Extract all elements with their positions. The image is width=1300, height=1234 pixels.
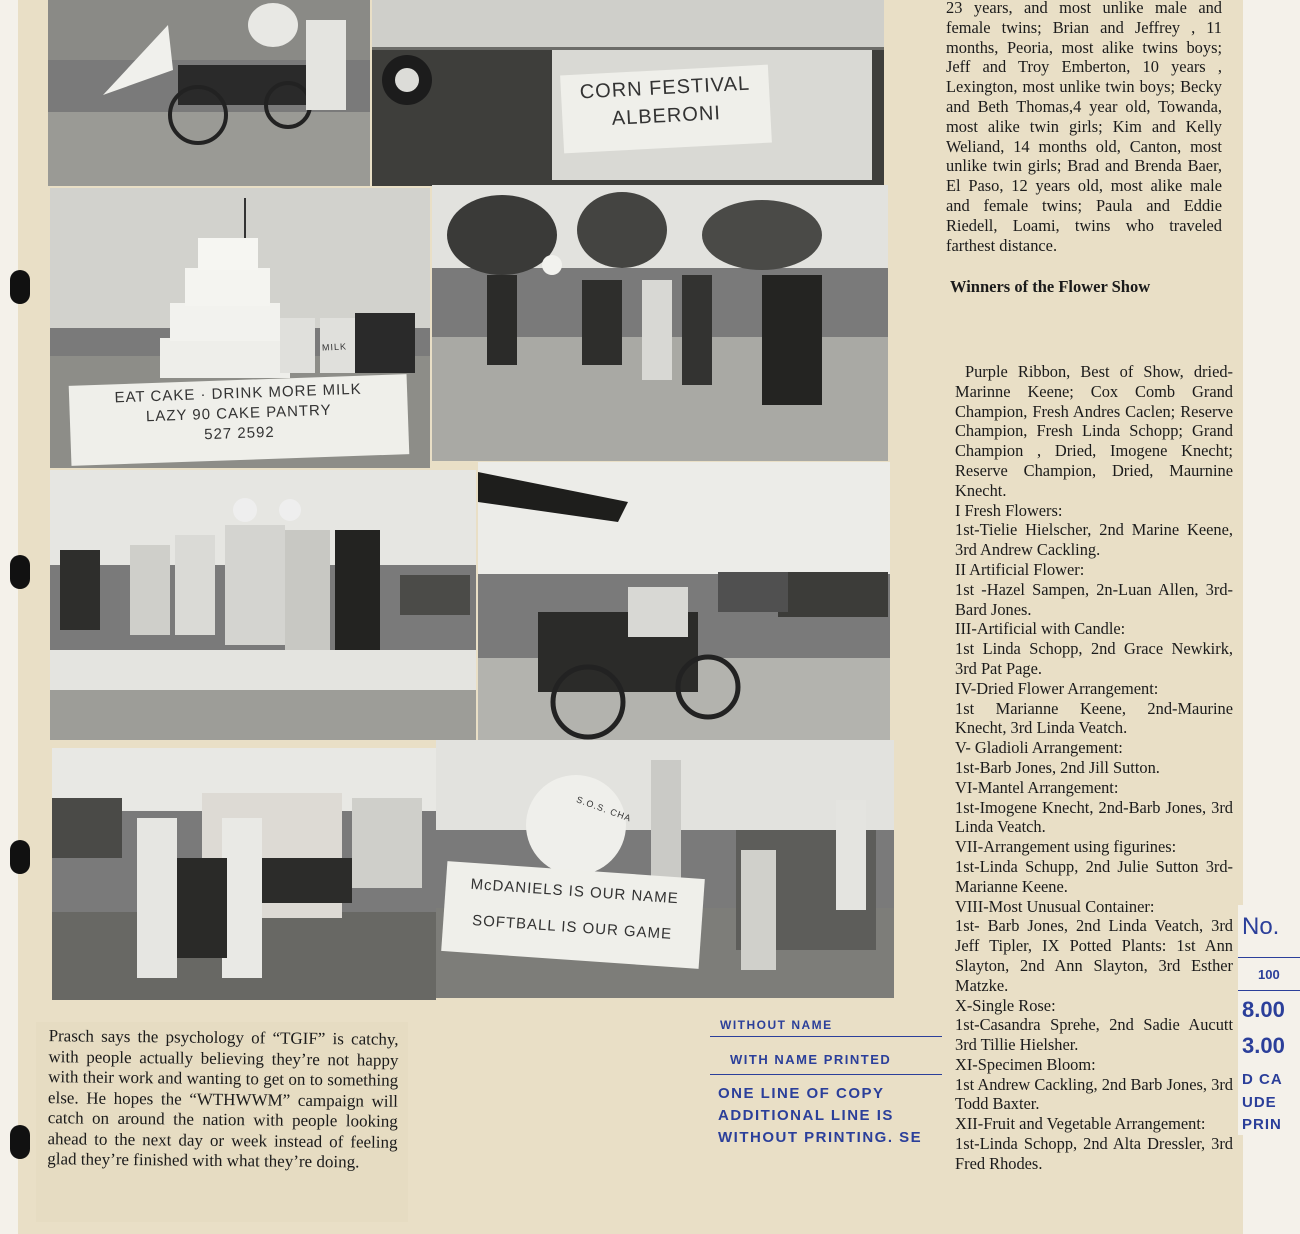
flower-line: XI-Specimen Bloom: [955,1054,1096,1074]
flower-line: I Fresh Flowers: [955,500,1063,520]
form-line: WITHOUT NAME [720,1018,833,1032]
cake-sign-line-3: 527 2592 [203,423,276,444]
riders-illustration [432,185,888,461]
truck-illustration [52,748,436,1000]
twins-winners-text: 23 years, and most unlike male and female twins; Brian and Jeffrey , 11 months, Peoria, most alike twins boys; Jeff and Troy Emberton, 10 years , Lexington, most unlike twin boys; Becky and Beth Thomas,4 year old, Towanda, most alike twin girls; Kim and Kelly Weliand, 14 months old, Canton, most unlike twin girls; Brad and Brenda Baer, El Paso, 12 years old, most alike male and female twins; Paula and Eddie Riedell, Loami, twins who traveled farthest distance. [946,0,1222,255]
softball-sign-line-1: McDANIELS IS OUR NAME [470,875,680,908]
antique-car-illustration [478,462,890,742]
photo-softball-float [436,740,894,998]
photo-corn-festival-float [372,0,884,186]
price-value: 8.00 [1242,997,1285,1022]
flower-line: 1st-Casandra Sprehe, 2nd Sadie Aucutt 3rd Tillie Hielsher. [955,1015,1233,1055]
flower-line: 1st-Imogene Knecht, 2nd-Barb Jones, 3rd Linda Veatch. [955,797,1233,837]
flower-line: VI-Mantel Arrangement: [955,777,1119,797]
flower-line: 1st Linda Schopp, 2nd Grace Newkirk, 3rd Pat Page. [955,639,1233,678]
price-rule [1238,990,1300,991]
milk-can-label: MILK [321,341,348,353]
form-line: ONE LINE OF COPY [718,1085,885,1102]
price-text: D CA [1242,1071,1283,1088]
flower-line: XII-Fruit and Vegetable Arrangement: [955,1114,1206,1134]
price-qty: 100 [1258,967,1280,982]
photo-antique-car [478,462,890,742]
binder-ring [10,555,30,589]
flower-line: 1st-Linda Schopp, 2nd Alta Dressler, 3rd Fred Rhodes. [955,1134,1233,1173]
flower-show-list [955,362,1233,1174]
veterans-illustration [50,470,476,740]
order-form-fragment [710,1018,942,1162]
form-line: ADDITIONAL LINE IS [718,1107,894,1124]
price-text: UDE [1242,1094,1277,1111]
photo-cake-float [50,188,430,468]
flower-line: III-Artificial with Candle: [955,619,1126,639]
flower-line: 1st Marianne Keene, 2nd-Maurine Knecht, 3rd Linda Veatch. [955,698,1233,738]
softball-sign-line-2: SOFTBALL IS OUR GAME [471,912,673,943]
softball-ball-text: S.O.S. CHA [575,794,633,824]
price-value: 3.00 [1242,1033,1285,1058]
photo-horse-riders [432,185,888,461]
photo-baby-carriage [48,0,370,186]
flower-line: IV-Dried Flower Arrangement: [955,678,1159,698]
flower-line: II Artificial Flower: [955,559,1085,579]
article-column [946,0,1222,311]
corn-festival-sign: CORN FESTIVAL ALBERONI [560,65,772,154]
flower-line: 1st Andrew Cackling, 2nd Barb Jones, 3rd Todd Baxter. [955,1074,1233,1114]
flower-line: 1st-Barb Jones, 2nd Jill Sutton. [955,757,1160,777]
tgif-clipping [36,1022,408,1222]
flower-line: 1st -Hazel Sampen, 2n-Luan Allen, 3rd-Bard Jones. [955,579,1233,619]
tgif-clipping-text: Prasch says the psychology of “TGIF” is catchy, with people actually believing they’re not happy with their work and wanting to get on to something else. He hopes the “WTHWWM” campaign will catch on around the nation with people looking ahead to the next day or week instead of feeling glad they’re finished with what they’re doing. [47,1026,399,1172]
form-line: WITH NAME PRINTED [730,1052,892,1067]
binder-ring [10,840,30,874]
form-rule [710,1074,942,1075]
carriage-illustration [48,0,370,186]
softball-float-sign [441,861,705,969]
flower-line: X-Single Rose: [955,995,1056,1015]
flower-line: 1st-Linda Schupp, 2nd Julie Sutton 3rd-Marianne Keene. [955,856,1233,896]
binder-ring [10,270,30,304]
flower-line: V- Gladioli Arrangement: [955,738,1123,758]
flower-line: 1st- Barb Jones, 2nd Linda Veatch, 3rd Jeff Tipler, IX Potted Plants: 1st Ann Slayton, 2nd Ann Slayton, 3rd Esther Matzke. [955,916,1233,995]
flower-line: VIII-Most Unusual Container: [955,896,1155,916]
flower-line: 1st-Tielie Hielscher, 2nd Marine Keene, 3rd Andrew Cackling. [955,520,1233,560]
form-rule [710,1036,942,1037]
binder-ring [10,1125,30,1159]
price-header: No. [1242,913,1280,940]
flower-intro: Purple Ribbon, Best of Show, dried-Marinne Keene; Cox Comb Grand Champion, Fresh Andres Caclen; Reserve Champion, Fresh Linda Schopp; Grand Champion , Dried, Imogene Knecht; Reserve Champion, Dried, Maurnine Knecht. [955,362,1233,500]
photo-veterans-float [50,470,476,740]
form-line: WITHOUT PRINTING. SE [718,1129,923,1146]
photo-pickup-truck [52,748,436,1000]
cake-sign-line-2: LAZY 90 CAKE PANTRY [145,401,332,426]
price-text: PRIN [1242,1116,1282,1133]
flower-show-heading: Winners of the Flower Show [950,277,1151,297]
cake-float-sign [69,374,410,466]
cake-sign-line-1: EAT CAKE · DRINK MORE MILK [114,380,362,407]
flower-line: VII-Arrangement using figurines: [955,837,1177,857]
price-list-fragment [1238,905,1300,1135]
price-rule [1238,957,1300,958]
